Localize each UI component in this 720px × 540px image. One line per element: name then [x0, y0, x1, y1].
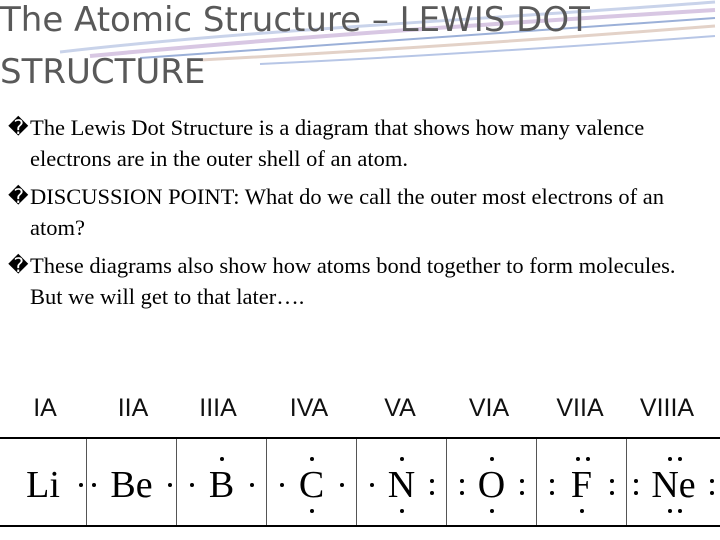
valence-electron-dot: [550, 479, 554, 483]
element-symbol: B: [208, 464, 235, 506]
valence-electron-dot: [460, 491, 464, 495]
group-label: VA: [384, 394, 416, 422]
bullet-text: These diagrams also show how atoms bond together to form molecules. But we will get to that later….: [30, 253, 676, 309]
bullet-marker: �: [8, 253, 29, 277]
slide-title: The Atomic Structure – LEWIS DOT STRUCTURE: [0, 0, 590, 92]
group-label: VIIA: [556, 394, 604, 422]
element-symbol: F: [570, 464, 593, 506]
element-cell-li: [0, 439, 86, 525]
element-cell-b: [176, 439, 266, 525]
valence-electron-dot: [520, 491, 524, 495]
element-symbol: Ne: [651, 464, 696, 506]
valence-electron-dot: [610, 479, 614, 483]
valence-electron-dot: [580, 509, 584, 513]
group-label: VIIIA: [639, 394, 695, 422]
bullet-item: [8, 181, 713, 243]
element-symbol: N: [387, 464, 416, 506]
valence-electron-dot: [400, 509, 404, 513]
bullet-text: DISCUSSION POINT: What do we call the outer most electrons of an atom?: [30, 184, 664, 240]
valence-electron-dot: [586, 457, 590, 461]
element-cell-ne: [626, 439, 720, 525]
valence-electron-dot: [168, 483, 172, 487]
valence-electron-dot: [250, 483, 254, 487]
valence-electron-dot: [340, 483, 344, 487]
bullet-text: The Lewis Dot Structure is a diagram that shows how many valence electrons are in the outer shell of an atom.: [30, 115, 645, 171]
valence-electron-dot: [430, 491, 434, 495]
valence-electron-dot: [490, 509, 494, 513]
element-cell-n: [356, 439, 446, 525]
valence-electron-dot: [668, 457, 672, 461]
valence-electron-dot: [610, 491, 614, 495]
valence-electron-dot: [460, 479, 464, 483]
bullet-marker: �: [8, 115, 29, 139]
valence-electron-dot: [280, 483, 284, 487]
group-label-row: [0, 394, 720, 428]
valence-electron-dot: [710, 491, 714, 495]
element-cell-o: [446, 439, 536, 525]
valence-electron-dot: [370, 483, 374, 487]
element-symbol: Be: [110, 464, 153, 506]
valence-electron-dot: [490, 457, 494, 461]
bullet-list: [8, 112, 713, 319]
valence-electron-dot: [220, 457, 224, 461]
valence-electron-dot: [634, 491, 638, 495]
valence-electron-dot: [92, 483, 96, 487]
valence-electron-dot: [310, 457, 314, 461]
bullet-marker: �: [8, 184, 29, 208]
valence-electron-dot: [634, 479, 638, 483]
valence-electron-dot: [550, 491, 554, 495]
element-cell-c: [266, 439, 356, 525]
valence-electron-dot: [520, 479, 524, 483]
valence-electron-dot: [79, 483, 83, 487]
element-symbol: O: [477, 464, 506, 506]
valence-electron-dot: [430, 479, 434, 483]
valence-electron-dot: [668, 509, 672, 513]
valence-electron-dot: [710, 479, 714, 483]
element-cell-be: [86, 439, 176, 525]
bullet-item: [8, 250, 713, 312]
element-cell-f: [536, 439, 626, 525]
valence-electron-dot: [400, 457, 404, 461]
valence-electron-dot: [310, 509, 314, 513]
group-label: IVA: [289, 394, 329, 422]
bullet-item: [8, 112, 713, 174]
group-label: IA: [33, 394, 57, 422]
valence-electron-dot: [190, 483, 194, 487]
group-label: VIA: [468, 394, 510, 422]
valence-electron-dot: [678, 509, 682, 513]
valence-electron-dot: [576, 457, 580, 461]
lewis-dot-table: [0, 437, 720, 527]
element-symbol: Li: [26, 464, 60, 506]
valence-electron-dot: [678, 457, 682, 461]
element-symbol: C: [298, 464, 325, 506]
group-label: IIIA: [199, 394, 237, 422]
group-label: IIA: [117, 394, 149, 422]
